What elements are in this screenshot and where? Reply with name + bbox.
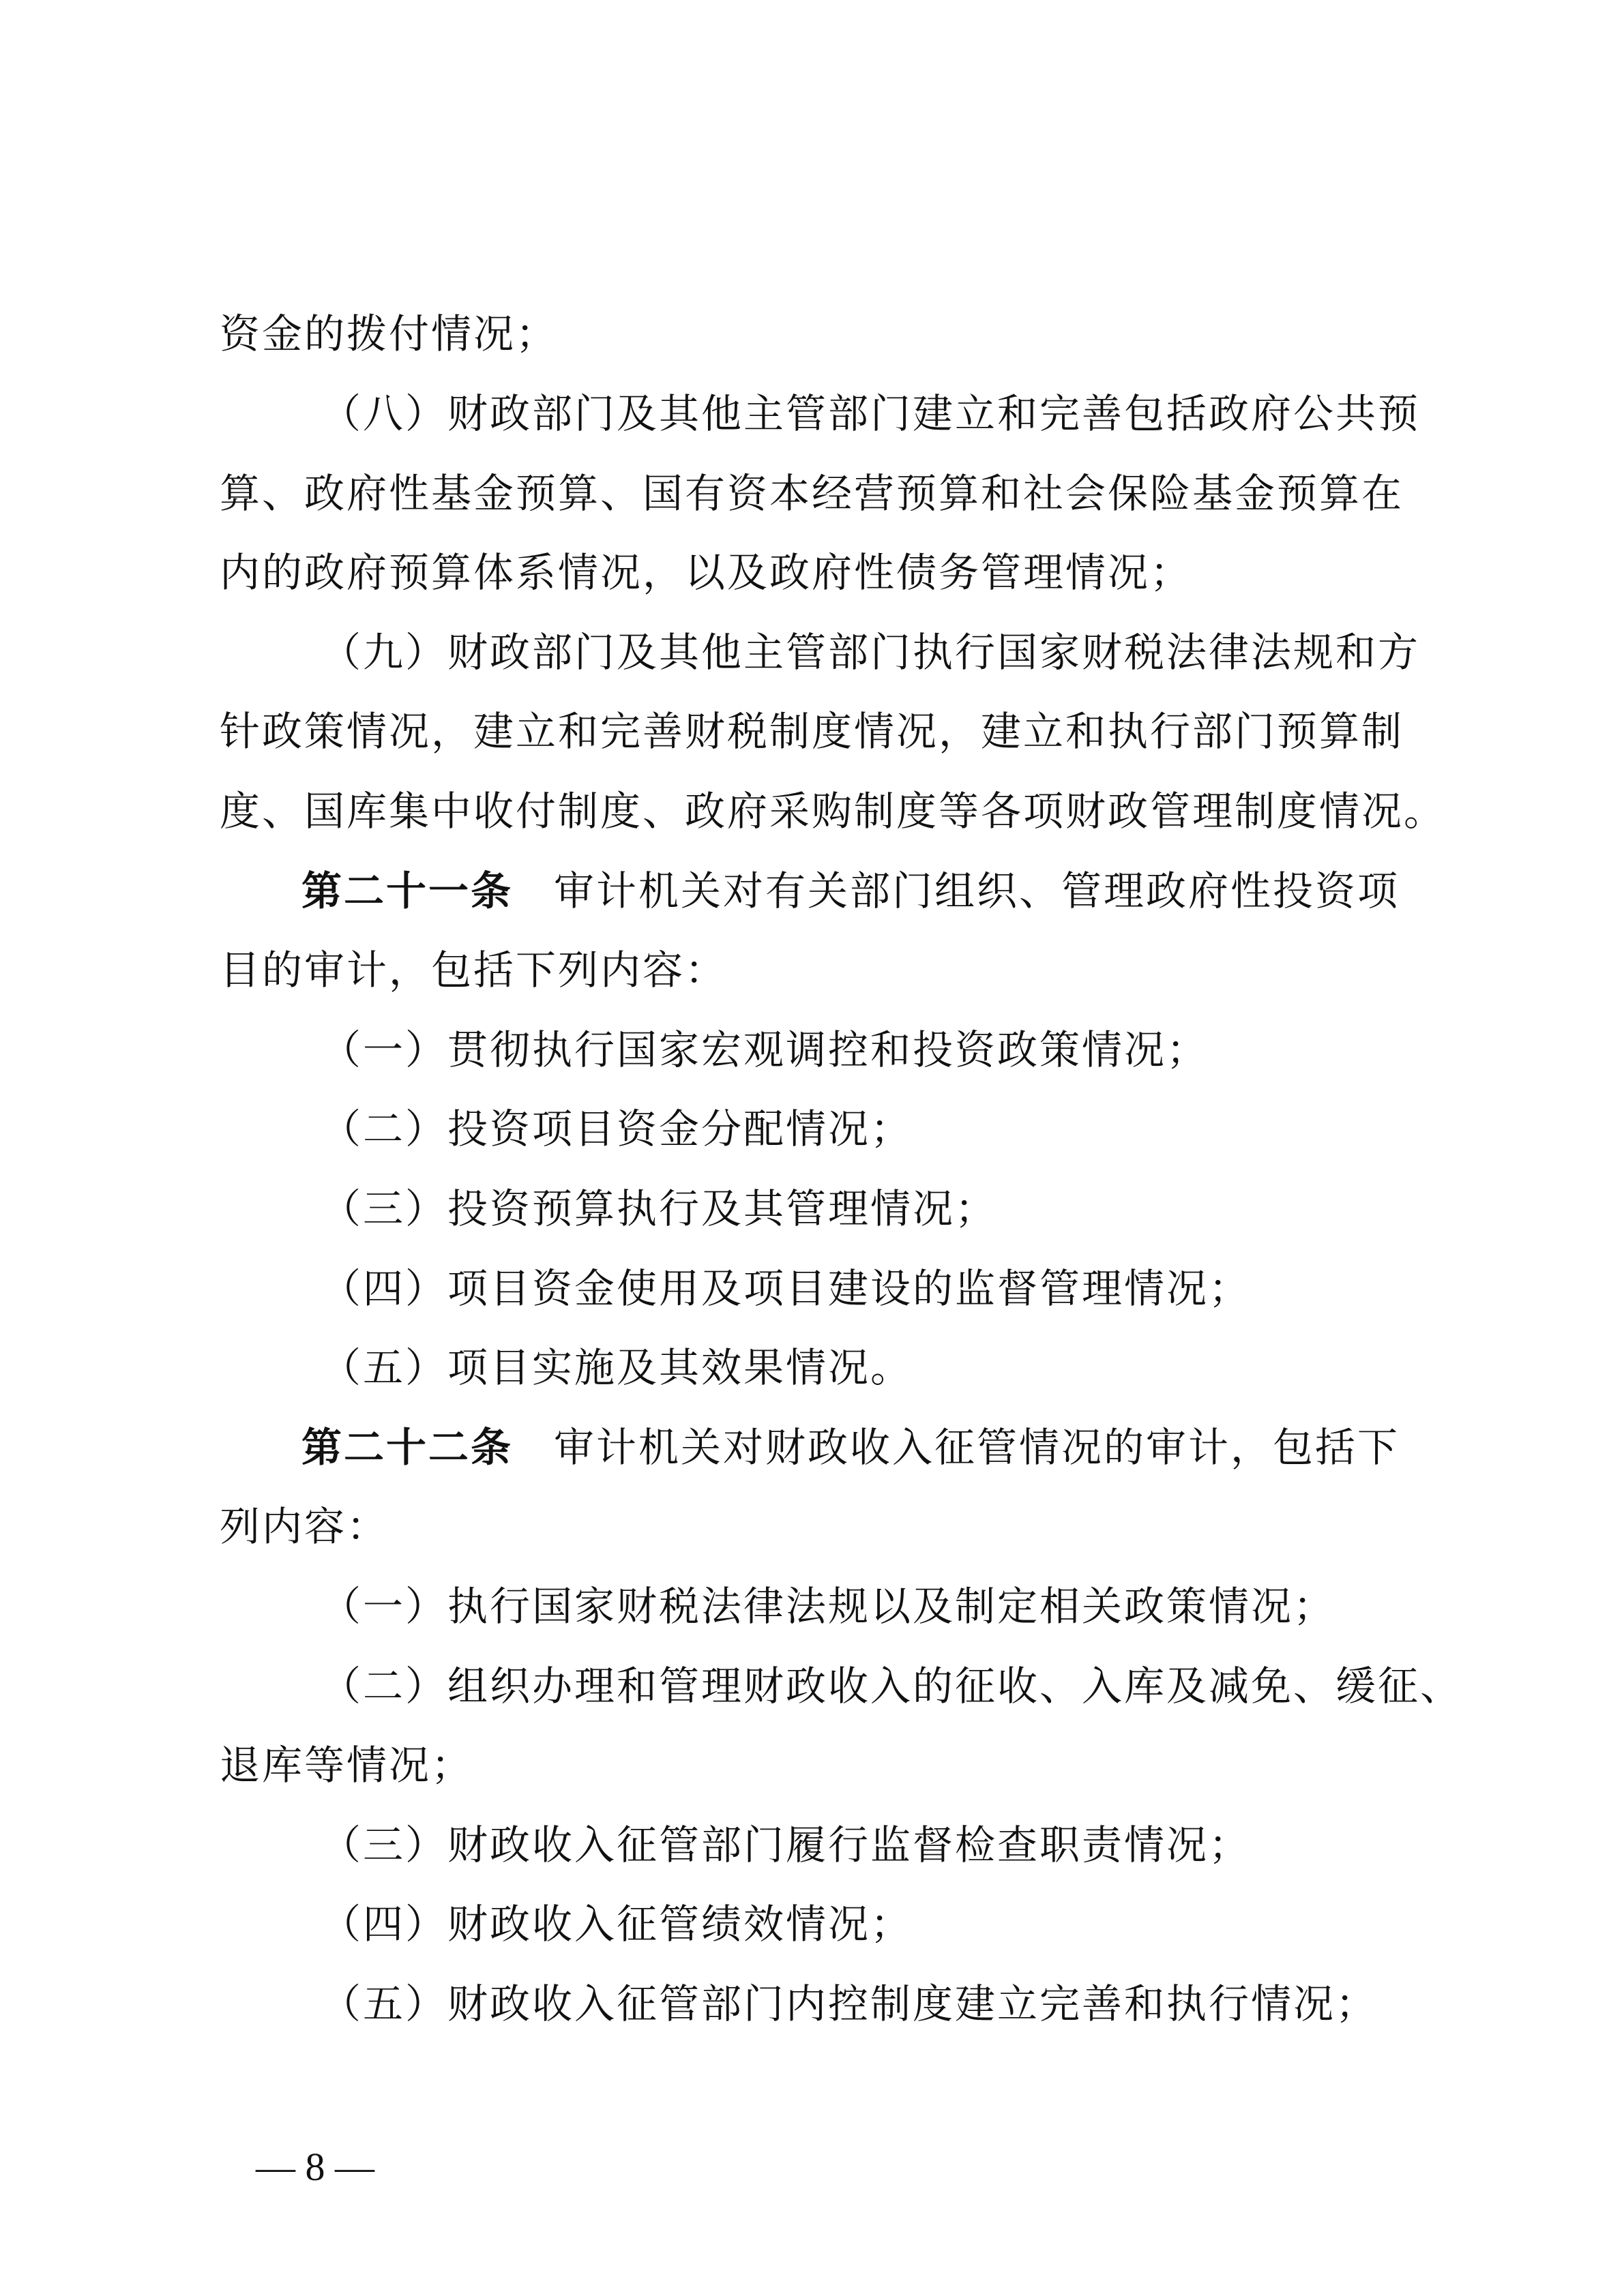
page-number: — 8 — [256, 2145, 374, 2189]
body-line: 内的政府预算体系情况，以及政府性债务管理情况； [220, 549, 1193, 596]
body-line: 针政策情况，建立和完善财税制度情况，建立和执行部门预算制 [220, 708, 1404, 755]
body-line: 列内容： [220, 1503, 389, 1550]
list-item: （三）投资预算执行及其管理情况； [321, 1185, 998, 1232]
list-item: （二）投资项目资金分配情况； [321, 1105, 913, 1152]
body-line: （九）财政部门及其他主管部门执行国家财税法律法规和方 [321, 629, 1421, 676]
list-item: （四）财政收入征管绩效情况； [321, 1900, 913, 1948]
list-item: （一）贯彻执行国家宏观调控和投资政策情况； [321, 1026, 1209, 1073]
article-heading: 第二十二条 [301, 1424, 514, 1471]
list-item: （三）财政收入征管部门履行监督检查职责情况； [321, 1821, 1252, 1868]
article-heading: 第二十一条 [301, 867, 514, 914]
body-line: 度、国库集中收付制度、政府采购制度等各项财政管理制度情况。 [220, 788, 1447, 835]
list-item: （五）项目实施及其效果情况。 [321, 1344, 913, 1391]
list-item: （一）执行国家财税法律法规以及制定相关政策情况； [321, 1583, 1336, 1630]
list-item: （五）财政收入征管部门内控制度建立完善和执行情况； [321, 1980, 1378, 2027]
body-line: 退库等情况； [220, 1742, 474, 1789]
body-line: 资金的拨付情况； [220, 310, 559, 357]
article-22-line: 第二十二条 审计机关对财政收入征管情况的审计，包括下 [301, 1424, 1400, 1471]
body-line: 算、政府性基金预算、国有资本经营预算和社会保险基金预算在 [220, 470, 1404, 517]
body-line: （八）财政部门及其他主管部门建立和完善包括政府公共预 [321, 390, 1421, 437]
list-item: （二）组织办理和管理财政收入的征收、入库及减免、缓征、 [321, 1663, 1463, 1710]
body-line: 目的审计，包括下列内容： [220, 946, 728, 994]
list-item: （四）项目资金使用及项目建设的监督管理情况； [321, 1265, 1252, 1312]
article-21-line: 第二十一条 审计机关对有关部门组织、管理政府性投资项 [301, 867, 1400, 914]
